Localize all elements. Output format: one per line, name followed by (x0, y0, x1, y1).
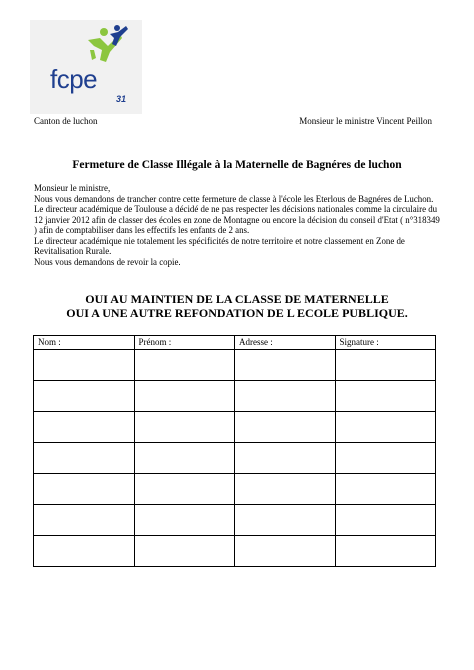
table-row (34, 350, 436, 381)
cell-adresse (235, 350, 336, 381)
table-row (34, 474, 436, 505)
slogan (0, 292, 474, 320)
fcpe-logo (30, 20, 142, 114)
table-row (34, 536, 436, 567)
cell-prenom (134, 443, 235, 474)
cell-adresse (235, 505, 336, 536)
cell-signature (335, 505, 436, 536)
cell-signature (335, 443, 436, 474)
cell-prenom (134, 412, 235, 443)
cell-prenom (134, 381, 235, 412)
cell-adresse (235, 412, 336, 443)
column-header-adresse: Adresse : (235, 336, 336, 350)
paragraph-request: Nous vous demandons de trancher contre cette fermeture de classe à l'école les Eterlous de Bagnéres de Luchon. (34, 193, 434, 204)
table-row (34, 412, 436, 443)
cell-nom (34, 474, 135, 505)
cell-signature (335, 350, 436, 381)
document-title: Fermeture de Classe Illégale à la Maternelle de Bagnéres de luchon (72, 159, 402, 171)
cell-nom (34, 443, 135, 474)
cell-adresse (235, 536, 336, 567)
cell-nom (34, 505, 135, 536)
slogan-line-2: OUI A UNE AUTRE REFONDATION DE L ECOLE PUBLIQUE. (66, 306, 408, 320)
cell-prenom (134, 474, 235, 505)
cell-nom (34, 536, 135, 567)
cell-signature (335, 536, 436, 567)
cell-adresse (235, 443, 336, 474)
sender-line: Canton de luchon (34, 116, 98, 126)
cell-prenom (134, 536, 235, 567)
paragraph-territory: Le directeur académique nie totalement les spécificités de notre territoire et notre classement en Zone de Revitalisation Rurale. (34, 235, 405, 256)
cell-nom (34, 350, 135, 381)
logo-number: 31 (116, 94, 127, 104)
column-header-signature: Signature : (335, 336, 436, 350)
table-row (34, 381, 436, 412)
cell-prenom (134, 350, 235, 381)
cell-nom (34, 412, 135, 443)
table-row (34, 505, 436, 536)
cell-prenom (134, 505, 235, 536)
column-header-prenom: Prénom : (134, 336, 235, 350)
recipient-line: Monsieur le ministre Vincent Peillon (299, 116, 432, 126)
table-body (34, 350, 436, 567)
column-header-nom: Nom : (34, 336, 135, 350)
salutation: Monsieur le ministre, (34, 183, 111, 193)
paragraph-decision: Le directeur académique de Toulouse a décidé de ne pas respecter les décisions nationales comme la circulaire du 12 janvier 2012 afin de classer des écoles en zone de Montagne ou encore la décision du conseil d'Etat ( n°318349 ) afin de comptabiliser dans les effectifs les enfants de 2 ans. (34, 204, 440, 235)
cell-signature (335, 381, 436, 412)
cell-adresse (235, 381, 336, 412)
letter-body (34, 183, 444, 267)
table-header-row (34, 336, 436, 350)
paragraph-closing: Nous vous demandons de revoir la copie. (34, 256, 181, 267)
table-row (34, 443, 436, 474)
slogan-line-1: OUI AU MAINTIEN DE LA CLASSE DE MATERNELLE (85, 292, 389, 306)
cell-adresse (235, 474, 336, 505)
cell-nom (34, 381, 135, 412)
cell-signature (335, 412, 436, 443)
logo-wordmark: fcpe (50, 64, 98, 94)
signature-table (33, 335, 436, 567)
cell-signature (335, 474, 436, 505)
